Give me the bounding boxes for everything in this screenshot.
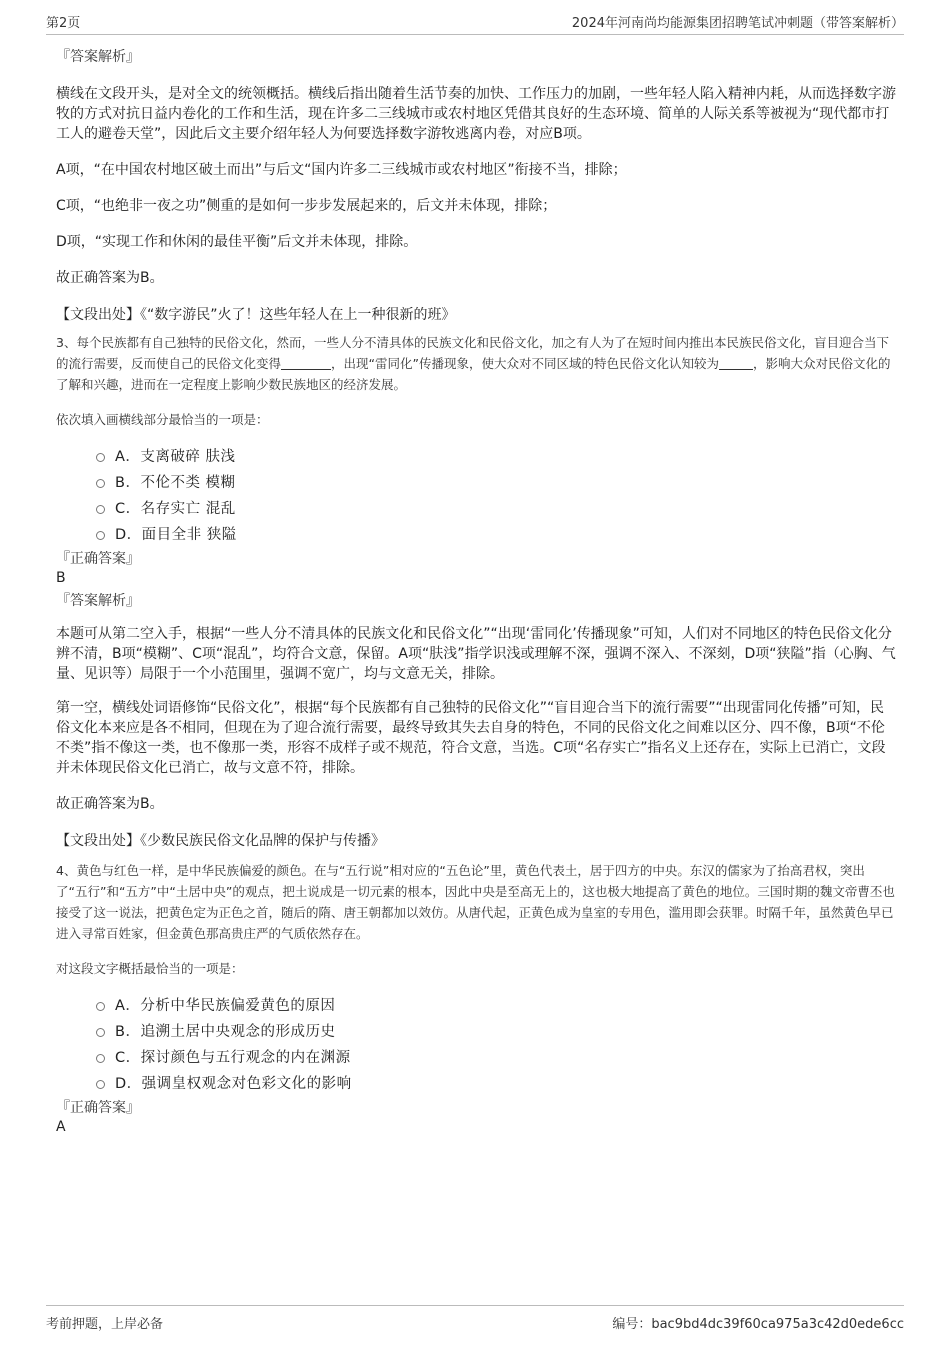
page-header xyxy=(46,10,904,35)
radio-icon[interactable] xyxy=(96,1080,105,1089)
radio-icon[interactable] xyxy=(96,1028,105,1037)
q3-blank-2 xyxy=(719,357,753,370)
q3-answer-tag: 『正确答案』 xyxy=(56,551,140,567)
radio-icon[interactable] xyxy=(96,531,105,540)
q3-option-c[interactable]: C．名存实亡 混乱 xyxy=(96,494,896,520)
radio-icon[interactable] xyxy=(96,505,105,514)
q3-source: 【文段出处】《少数民族民俗文化品牌的保护与传播》 xyxy=(56,833,385,849)
q3-analysis-paragraph-2: 第一空，横线处词语修饰“民俗文化”，根据“每个民族都有自己独特的民俗文化”“盲目迎合当下的流行需要”“出现雷同化传播”可知，民俗文化本来应是各不相同，但现在为了迎合流行需要，最终导致其失去自身的特色，不同的民俗文化之间难以区分、四不像，B项“不伦不类”指不像这一类，也不像那一类，形容不成样子或不规范，符合文意，当选。C项“名存实亡”指名义上还存在，实际上已消亡，文段并未体现民俗文化已消亡，故与文意不符，排除。 xyxy=(56,700,886,776)
q3-stem-part2: ，出现“雷同化”传播现象，使大众对不同区域的特色民俗文化认知较为 xyxy=(331,356,719,371)
page-number: 第2页 xyxy=(46,15,81,31)
q3-prompt: 依次填入画横线部分最恰当的一项是： xyxy=(56,412,269,427)
q3-option-a[interactable]: A．支离破碎 肤浅 xyxy=(96,442,896,468)
q4-option-c[interactable]: C．探讨颜色与五行观念的内在渊源 xyxy=(96,1043,896,1069)
q2-analysis-option-d: D项，“实现工作和休闲的最佳平衡”后文并未体现，排除。 xyxy=(56,234,418,250)
footer-slogan: 考前押题，上岸必备 xyxy=(46,1316,164,1332)
q4-option-b[interactable]: B．追溯土居中央观念的形成历史 xyxy=(96,1017,896,1043)
radio-icon[interactable] xyxy=(96,1054,105,1063)
q3-analysis-tag: 『答案解析』 xyxy=(56,593,140,609)
q3-blank-1 xyxy=(281,357,331,370)
q3-answer: B xyxy=(56,570,66,586)
q3-analysis-paragraph-1: 本题可从第二空入手，根据“一些人分不清具体的民族文化和民俗文化”“出现‘雷同化’传播现象”可知，人们对不同地区的特色民俗文化分辨不清，B项“模糊”、C项“混乱”，均符合文意，保留。A项“肤浅”指学识浅或理解不深，强调不深入、不深刻，D项“狭隘”指（心胸、气量、见识等）局限于一个小范围里，强调不宽广，均与文意无关，排除。 xyxy=(56,626,896,682)
document-body xyxy=(56,42,896,1135)
q3-stem-part1: 3、每个民族都有自己独特的民俗文化，然而，一些人分不清具体的民族文化和民俗文化，加之有人为了在短时间内推出本民族民俗文化，盲目迎合当下的流行需要，反而使自己的民俗文化变得 xyxy=(56,335,889,371)
q4-options xyxy=(96,991,896,1095)
footer-code-label: 编号： xyxy=(612,1316,652,1332)
q3-options xyxy=(96,442,896,546)
document-title: 2024年河南尚均能源集团招聘笔试冲刺题（带答案解析） xyxy=(571,15,904,31)
radio-icon[interactable] xyxy=(96,453,105,462)
q4-prompt: 对这段文字概括最恰当的一项是： xyxy=(56,961,244,976)
radio-icon[interactable] xyxy=(96,1002,105,1011)
footer-code xyxy=(612,1313,904,1332)
q4-option-d[interactable]: D．强调皇权观念对色彩文化的影响 xyxy=(96,1069,896,1095)
q2-source: 【文段出处】《“数字游民”火了！这些年轻人在上一种很新的班》 xyxy=(56,307,456,323)
q4-stem: 4、黄色与红色一样，是中华民族偏爱的颜色。在与“五行说”相对应的“五色论”里，黄色代表土，居于四方的中央。东汉的儒家为了抬高君权，突出了“五行”和“五方”中“土居中央”的观点，把土说成是一切元素的根本，因此中央是至高无上的，这也极大地提高了黄色的地位。三国时期的魏文帝曹丕也接受了这一说法，把黄色定为正色之首，随后的隋、唐王朝都加以效仿。从唐代起，正黄色成为皇室的专用色，滥用即会获罪。时隔千年，虽然黄色早已进入寻常百姓家，但金黄色那高贵庄严的气质依然存在。 xyxy=(56,863,895,941)
q3-stem-part3: ，影响大众对民俗文化的了解和兴趣，进而在一定程度上影响少数民族地区的经济发展。 xyxy=(56,356,891,392)
q4-answer: A xyxy=(56,1119,66,1135)
q2-analysis-option-a: A项，“在中国农村地区破土而出”与后文“国内许多二三线城市或农村地区”衔接不当，排除； xyxy=(56,162,627,178)
q2-conclusion: 故正确答案为B。 xyxy=(56,270,164,286)
q2-analysis-tag: 『答案解析』 xyxy=(56,49,140,65)
q2-analysis-option-c: C项，“也绝非一夜之功”侧重的是如何一步步发展起来的，后文并未体现，排除； xyxy=(56,198,557,214)
q4-answer-tag: 『正确答案』 xyxy=(56,1100,140,1116)
footer-code-value: bac9bd4dc39f60ca975a3c42d0ede6cc xyxy=(651,1316,904,1332)
radio-icon[interactable] xyxy=(96,479,105,488)
q3-stem xyxy=(56,332,896,395)
q4-option-a[interactable]: A．分析中华民族偏爱黄色的原因 xyxy=(96,991,896,1017)
q3-conclusion: 故正确答案为B。 xyxy=(56,796,164,812)
q3-option-b[interactable]: B．不伦不类 模糊 xyxy=(96,468,896,494)
page-footer xyxy=(46,1305,904,1334)
q2-analysis-paragraph: 横线在文段开头，是对全文的统领概括。横线后指出随着生活节奏的加快、工作压力的加剧，一些年轻人陷入精神内耗，从而选择数字游牧的方式对抗日益内卷化的工作和生活，现在许多二三线城市或农村地区凭借其良好的生态环境、简单的人际关系等被视为“现代都市打工人的避卷天堂”，因此后文主要介绍年轻人为何要选择数字游牧逃离内卷，对应B项。 xyxy=(56,86,896,142)
q3-option-d[interactable]: D．面目全非 狭隘 xyxy=(96,520,896,546)
